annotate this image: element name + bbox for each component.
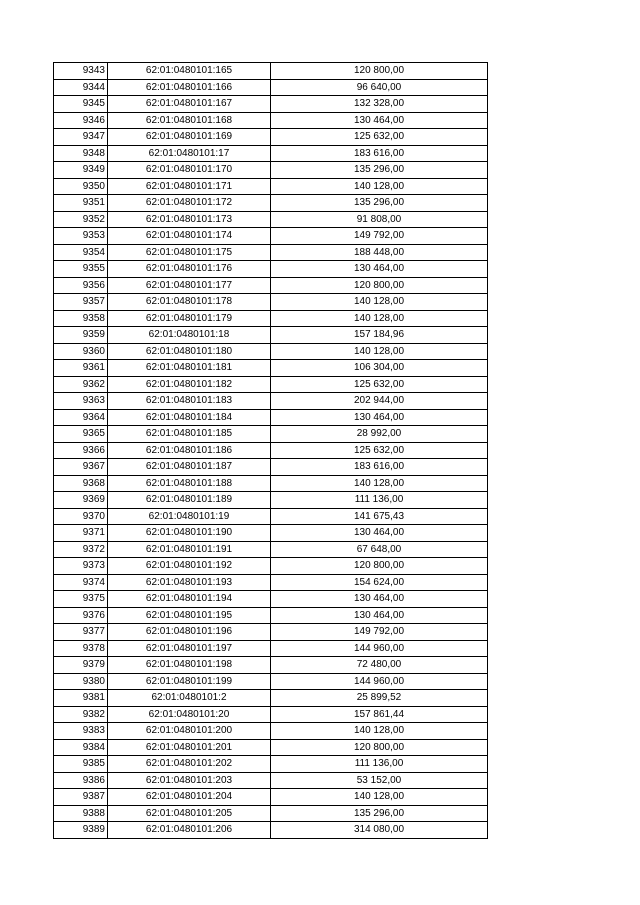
cadastral-number-cell: 62:01:0480101:174 <box>108 228 271 245</box>
row-number-cell: 9366 <box>54 442 108 459</box>
table-row <box>54 640 488 657</box>
cadastral-number-cell: 62:01:0480101:198 <box>108 657 271 674</box>
table-row <box>54 756 488 773</box>
cadastral-number-cell: 62:01:0480101:194 <box>108 591 271 608</box>
table-row <box>54 591 488 608</box>
row-number-cell: 9348 <box>54 145 108 162</box>
row-number-cell: 9380 <box>54 673 108 690</box>
row-number-cell: 9361 <box>54 360 108 377</box>
table-row <box>54 772 488 789</box>
cadastral-number-cell: 62:01:0480101:20 <box>108 706 271 723</box>
cadastral-number-cell: 62:01:0480101:181 <box>108 360 271 377</box>
row-number-cell: 9379 <box>54 657 108 674</box>
table-row <box>54 261 488 278</box>
table-row <box>54 525 488 542</box>
cadastral-number-cell: 62:01:0480101:178 <box>108 294 271 311</box>
row-number-cell: 9353 <box>54 228 108 245</box>
row-number-cell: 9369 <box>54 492 108 509</box>
cadastral-value-table <box>53 62 488 839</box>
cadastral-number-cell: 62:01:0480101:18 <box>108 327 271 344</box>
cadastral-value-cell: 111 136,00 <box>271 492 488 509</box>
cadastral-value-cell: 140 128,00 <box>271 343 488 360</box>
table-row <box>54 129 488 146</box>
table-row <box>54 657 488 674</box>
table-row <box>54 327 488 344</box>
row-number-cell: 9355 <box>54 261 108 278</box>
table-row <box>54 805 488 822</box>
cadastral-number-cell: 62:01:0480101:176 <box>108 261 271 278</box>
cadastral-value-cell: 125 632,00 <box>271 442 488 459</box>
cadastral-value-cell: 130 464,00 <box>271 409 488 426</box>
cadastral-value-cell: 130 464,00 <box>271 261 488 278</box>
row-number-cell: 9344 <box>54 79 108 96</box>
cadastral-value-cell: 96 640,00 <box>271 79 488 96</box>
cadastral-value-cell: 314 080,00 <box>271 822 488 839</box>
cadastral-number-cell: 62:01:0480101:180 <box>108 343 271 360</box>
cadastral-number-cell: 62:01:0480101:188 <box>108 475 271 492</box>
row-number-cell: 9346 <box>54 112 108 129</box>
table-row <box>54 624 488 641</box>
cadastral-number-cell: 62:01:0480101:190 <box>108 525 271 542</box>
row-number-cell: 9365 <box>54 426 108 443</box>
row-number-cell: 9387 <box>54 789 108 806</box>
row-number-cell: 9354 <box>54 244 108 261</box>
cadastral-number-cell: 62:01:0480101:186 <box>108 442 271 459</box>
row-number-cell: 9357 <box>54 294 108 311</box>
row-number-cell: 9389 <box>54 822 108 839</box>
row-number-cell: 9377 <box>54 624 108 641</box>
table-row <box>54 442 488 459</box>
cadastral-number-cell: 62:01:0480101:2 <box>108 690 271 707</box>
table-row <box>54 79 488 96</box>
row-number-cell: 9376 <box>54 607 108 624</box>
cadastral-number-cell: 62:01:0480101:195 <box>108 607 271 624</box>
cadastral-number-cell: 62:01:0480101:203 <box>108 772 271 789</box>
table-body <box>54 63 488 839</box>
table-row <box>54 376 488 393</box>
row-number-cell: 9371 <box>54 525 108 542</box>
row-number-cell: 9343 <box>54 63 108 80</box>
row-number-cell: 9358 <box>54 310 108 327</box>
cadastral-value-cell: 72 480,00 <box>271 657 488 674</box>
table-row <box>54 426 488 443</box>
cadastral-number-cell: 62:01:0480101:205 <box>108 805 271 822</box>
row-number-cell: 9351 <box>54 195 108 212</box>
table-row <box>54 228 488 245</box>
row-number-cell: 9362 <box>54 376 108 393</box>
cadastral-number-cell: 62:01:0480101:184 <box>108 409 271 426</box>
cadastral-number-cell: 62:01:0480101:166 <box>108 79 271 96</box>
table-row <box>54 558 488 575</box>
row-number-cell: 9388 <box>54 805 108 822</box>
cadastral-value-cell: 106 304,00 <box>271 360 488 377</box>
table-row <box>54 360 488 377</box>
row-number-cell: 9364 <box>54 409 108 426</box>
cadastral-number-cell: 62:01:0480101:191 <box>108 541 271 558</box>
cadastral-number-cell: 62:01:0480101:204 <box>108 789 271 806</box>
cadastral-number-cell: 62:01:0480101:183 <box>108 393 271 410</box>
cadastral-number-cell: 62:01:0480101:165 <box>108 63 271 80</box>
cadastral-value-cell: 135 296,00 <box>271 195 488 212</box>
cadastral-number-cell: 62:01:0480101:185 <box>108 426 271 443</box>
cadastral-value-cell: 141 675,43 <box>271 508 488 525</box>
cadastral-value-cell: 130 464,00 <box>271 112 488 129</box>
cadastral-number-cell: 62:01:0480101:175 <box>108 244 271 261</box>
row-number-cell: 9359 <box>54 327 108 344</box>
cadastral-value-cell: 140 128,00 <box>271 789 488 806</box>
cadastral-value-cell: 111 136,00 <box>271 756 488 773</box>
row-number-cell: 9383 <box>54 723 108 740</box>
cadastral-value-cell: 120 800,00 <box>271 739 488 756</box>
cadastral-number-cell: 62:01:0480101:19 <box>108 508 271 525</box>
row-number-cell: 9363 <box>54 393 108 410</box>
table-row <box>54 409 488 426</box>
cadastral-value-cell: 183 616,00 <box>271 459 488 476</box>
cadastral-number-cell: 62:01:0480101:167 <box>108 96 271 113</box>
cadastral-value-cell: 140 128,00 <box>271 294 488 311</box>
cadastral-value-cell: 140 128,00 <box>271 178 488 195</box>
row-number-cell: 9356 <box>54 277 108 294</box>
cadastral-value-cell: 120 800,00 <box>271 63 488 80</box>
cadastral-value-cell: 130 464,00 <box>271 591 488 608</box>
cadastral-value-cell: 53 152,00 <box>271 772 488 789</box>
table-row <box>54 492 488 509</box>
row-number-cell: 9367 <box>54 459 108 476</box>
cadastral-value-cell: 25 899,52 <box>271 690 488 707</box>
table-row <box>54 162 488 179</box>
cadastral-value-cell: 149 792,00 <box>271 228 488 245</box>
row-number-cell: 9381 <box>54 690 108 707</box>
cadastral-number-cell: 62:01:0480101:206 <box>108 822 271 839</box>
cadastral-number-cell: 62:01:0480101:169 <box>108 129 271 146</box>
cadastral-value-cell: 91 808,00 <box>271 211 488 228</box>
cadastral-value-cell: 144 960,00 <box>271 673 488 690</box>
row-number-cell: 9384 <box>54 739 108 756</box>
cadastral-number-cell: 62:01:0480101:192 <box>108 558 271 575</box>
row-number-cell: 9372 <box>54 541 108 558</box>
table-row <box>54 459 488 476</box>
row-number-cell: 9360 <box>54 343 108 360</box>
table-row <box>54 63 488 80</box>
cadastral-value-cell: 202 944,00 <box>271 393 488 410</box>
cadastral-number-cell: 62:01:0480101:200 <box>108 723 271 740</box>
cadastral-number-cell: 62:01:0480101:172 <box>108 195 271 212</box>
cadastral-value-cell: 183 616,00 <box>271 145 488 162</box>
table-row <box>54 211 488 228</box>
cadastral-number-cell: 62:01:0480101:177 <box>108 277 271 294</box>
cadastral-value-cell: 157 184,96 <box>271 327 488 344</box>
cadastral-number-cell: 62:01:0480101:187 <box>108 459 271 476</box>
table-row <box>54 96 488 113</box>
cadastral-value-cell: 67 648,00 <box>271 541 488 558</box>
cadastral-value-cell: 140 128,00 <box>271 310 488 327</box>
row-number-cell: 9375 <box>54 591 108 608</box>
row-number-cell: 9350 <box>54 178 108 195</box>
cadastral-number-cell: 62:01:0480101:170 <box>108 162 271 179</box>
table-row <box>54 541 488 558</box>
row-number-cell: 9385 <box>54 756 108 773</box>
table-row <box>54 789 488 806</box>
cadastral-number-cell: 62:01:0480101:196 <box>108 624 271 641</box>
cadastral-value-cell: 149 792,00 <box>271 624 488 641</box>
cadastral-number-cell: 62:01:0480101:189 <box>108 492 271 509</box>
row-number-cell: 9382 <box>54 706 108 723</box>
cadastral-value-cell: 132 328,00 <box>271 96 488 113</box>
cadastral-value-cell: 154 624,00 <box>271 574 488 591</box>
table-row <box>54 475 488 492</box>
row-number-cell: 9386 <box>54 772 108 789</box>
cadastral-value-cell: 130 464,00 <box>271 525 488 542</box>
cadastral-value-cell: 28 992,00 <box>271 426 488 443</box>
cadastral-value-cell: 120 800,00 <box>271 558 488 575</box>
cadastral-number-cell: 62:01:0480101:182 <box>108 376 271 393</box>
table-row <box>54 277 488 294</box>
row-number-cell: 9352 <box>54 211 108 228</box>
table-row <box>54 706 488 723</box>
cadastral-number-cell: 62:01:0480101:168 <box>108 112 271 129</box>
cadastral-value-cell: 125 632,00 <box>271 129 488 146</box>
cadastral-value-cell: 135 296,00 <box>271 162 488 179</box>
table-row <box>54 244 488 261</box>
cadastral-number-cell: 62:01:0480101:193 <box>108 574 271 591</box>
table-row <box>54 739 488 756</box>
row-number-cell: 9370 <box>54 508 108 525</box>
table-row <box>54 393 488 410</box>
cadastral-number-cell: 62:01:0480101:173 <box>108 211 271 228</box>
cadastral-value-cell: 120 800,00 <box>271 277 488 294</box>
row-number-cell: 9374 <box>54 574 108 591</box>
table-row <box>54 607 488 624</box>
cadastral-number-cell: 62:01:0480101:171 <box>108 178 271 195</box>
cadastral-value-cell: 157 861,44 <box>271 706 488 723</box>
table-row <box>54 112 488 129</box>
row-number-cell: 9345 <box>54 96 108 113</box>
cadastral-value-cell: 125 632,00 <box>271 376 488 393</box>
table-row <box>54 343 488 360</box>
cadastral-value-cell: 135 296,00 <box>271 805 488 822</box>
row-number-cell: 9378 <box>54 640 108 657</box>
table-row <box>54 723 488 740</box>
table-row <box>54 178 488 195</box>
row-number-cell: 9347 <box>54 129 108 146</box>
table-row <box>54 822 488 839</box>
table-row <box>54 310 488 327</box>
row-number-cell: 9349 <box>54 162 108 179</box>
table-row <box>54 508 488 525</box>
cadastral-number-cell: 62:01:0480101:197 <box>108 640 271 657</box>
cadastral-number-cell: 62:01:0480101:17 <box>108 145 271 162</box>
row-number-cell: 9368 <box>54 475 108 492</box>
cadastral-value-cell: 140 128,00 <box>271 723 488 740</box>
table-row <box>54 294 488 311</box>
cadastral-value-cell: 130 464,00 <box>271 607 488 624</box>
table-row <box>54 574 488 591</box>
table-row <box>54 690 488 707</box>
cadastral-number-cell: 62:01:0480101:201 <box>108 739 271 756</box>
table-row <box>54 673 488 690</box>
row-number-cell: 9373 <box>54 558 108 575</box>
cadastral-value-cell: 144 960,00 <box>271 640 488 657</box>
cadastral-number-cell: 62:01:0480101:179 <box>108 310 271 327</box>
cadastral-number-cell: 62:01:0480101:199 <box>108 673 271 690</box>
cadastral-value-cell: 188 448,00 <box>271 244 488 261</box>
cadastral-number-cell: 62:01:0480101:202 <box>108 756 271 773</box>
table-row <box>54 195 488 212</box>
table-row <box>54 145 488 162</box>
cadastral-value-cell: 140 128,00 <box>271 475 488 492</box>
